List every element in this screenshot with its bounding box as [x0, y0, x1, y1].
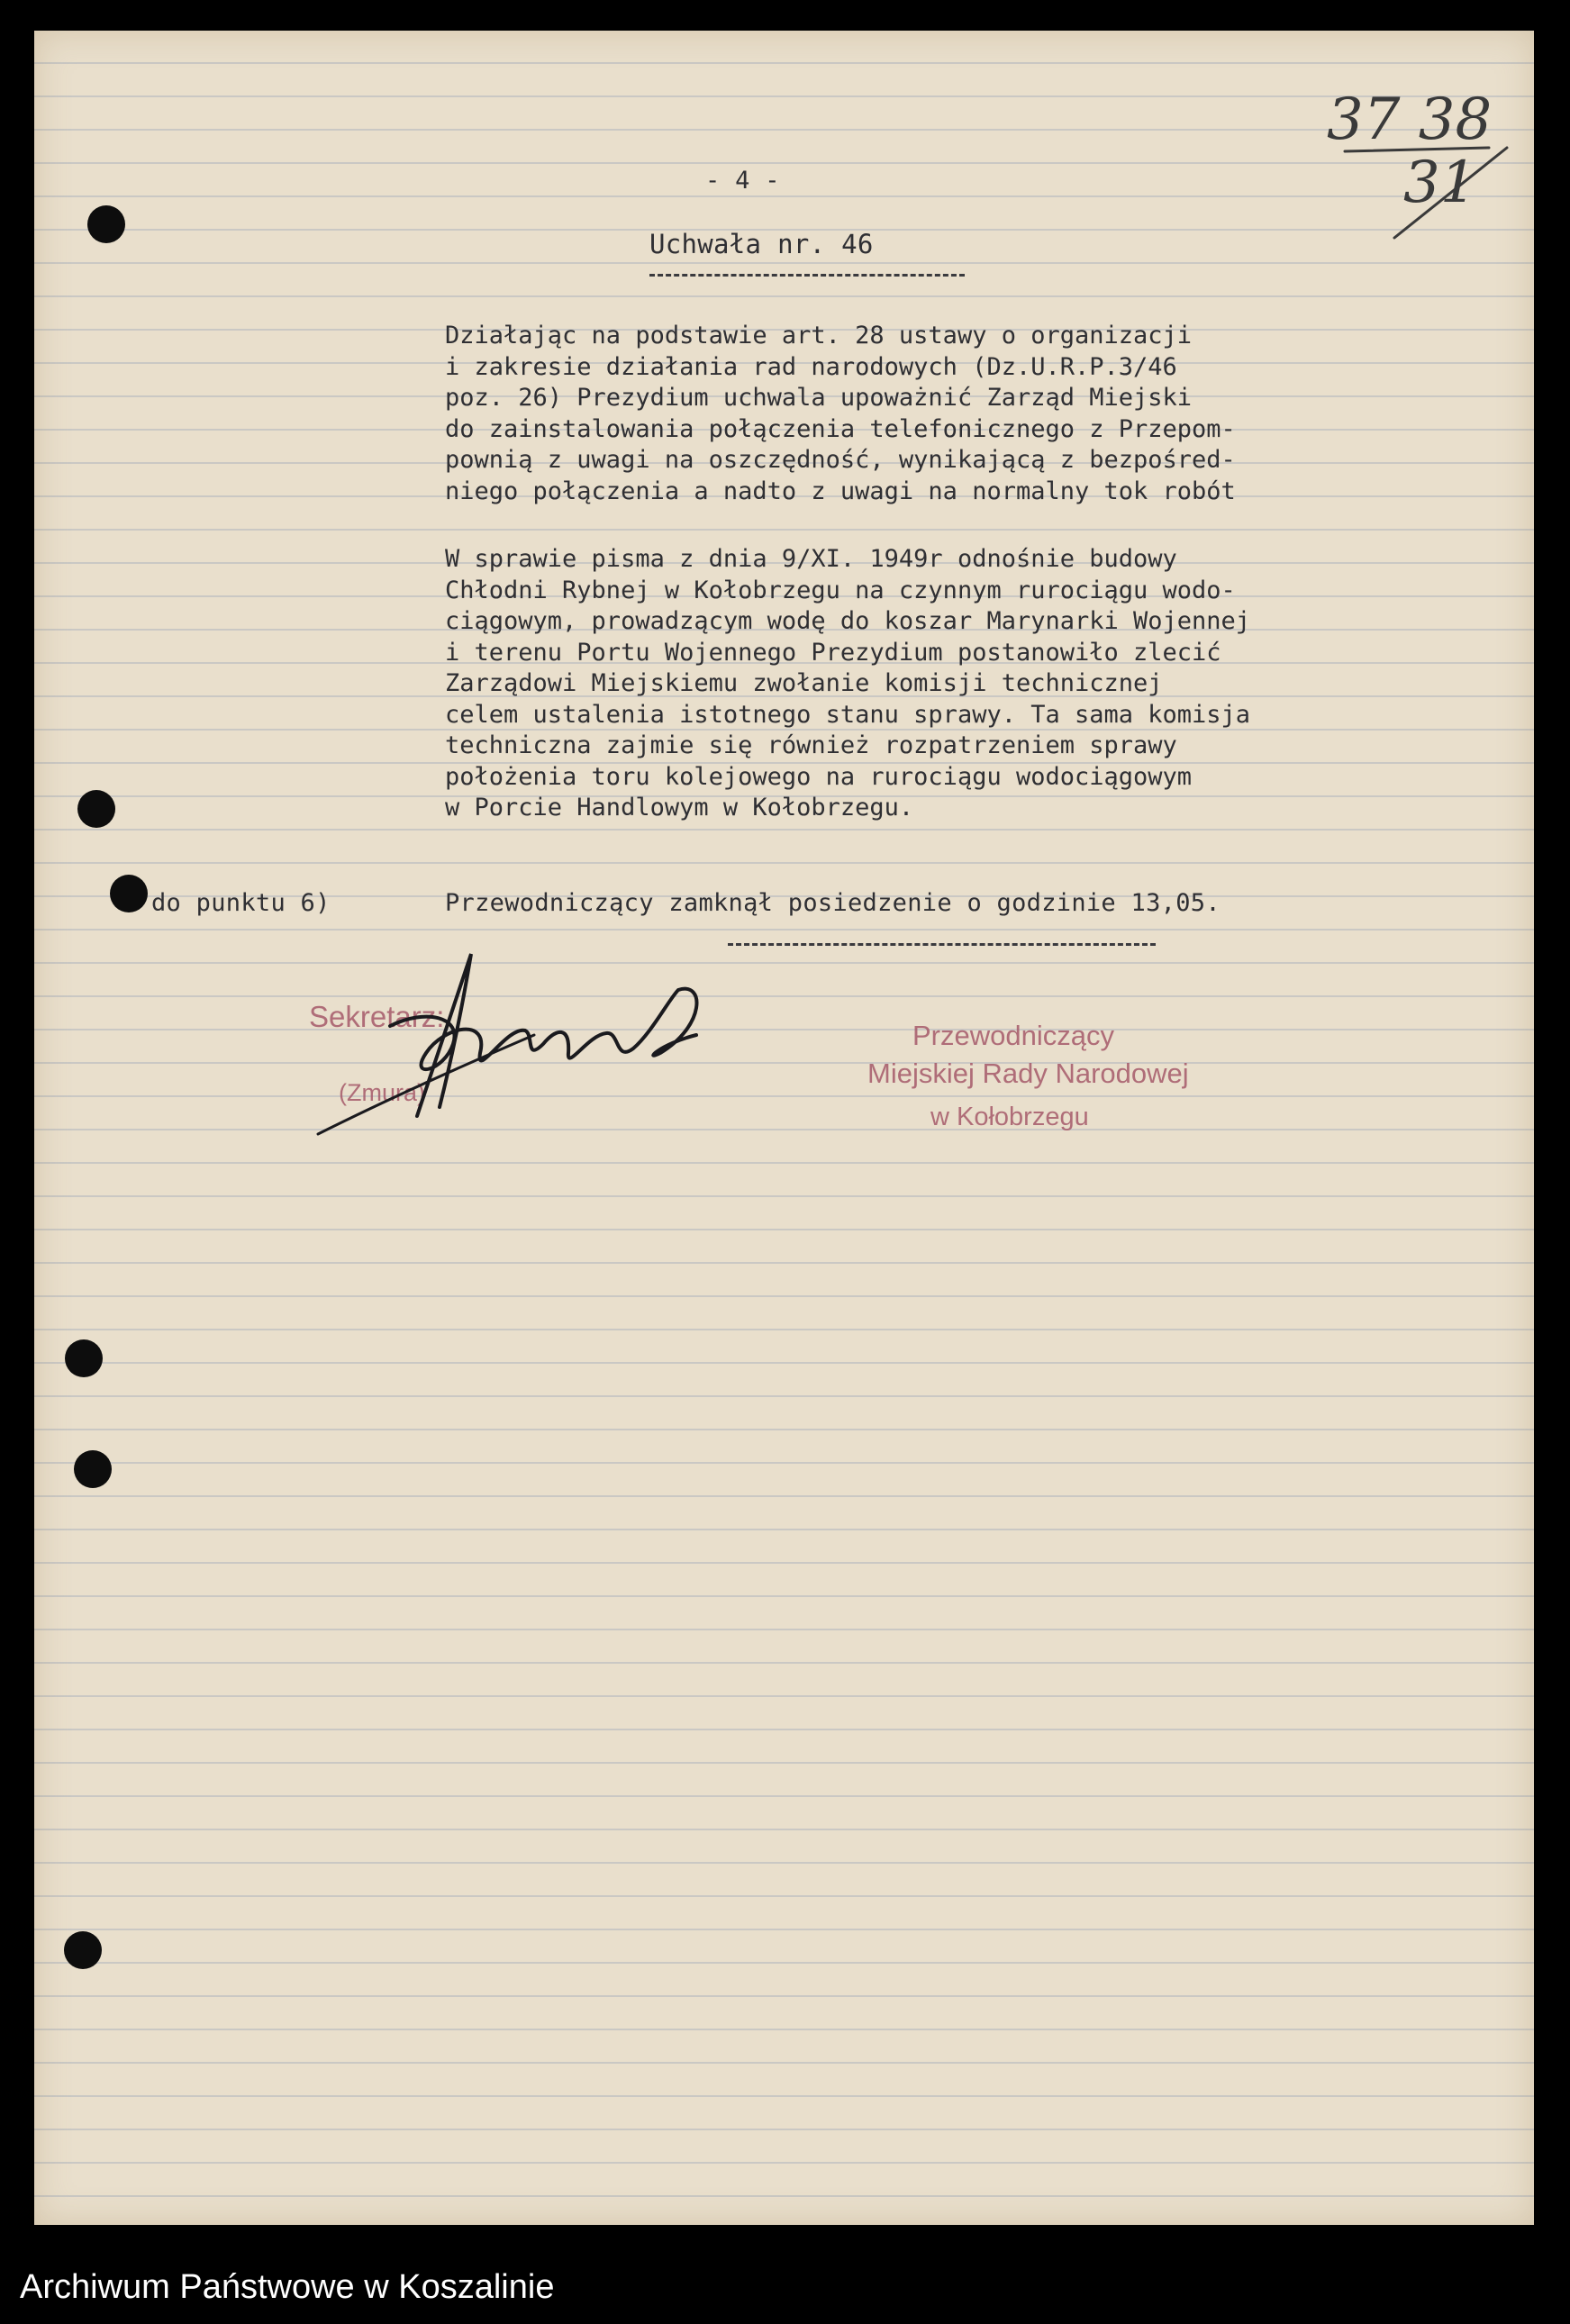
punch-hole [87, 205, 125, 243]
document-page [34, 31, 1534, 2225]
text-line: ciągowym, prowadzącym wodę do koszar Marynarki Wojennej [445, 607, 1251, 635]
text-line: niego połączenia a nadto z uwagi na normalny tok robót [445, 477, 1236, 505]
secretary-stamp-name: (Zmura) [339, 1079, 425, 1106]
text-line: celem ustalenia istotnego stanu sprawy. Ta sama komisja [445, 700, 1251, 729]
text-line: W sprawie pisma z dnia 9/XI. 1949r odnośnie budowy [445, 545, 1177, 573]
text-line: Działając na podstawie art. 28 ustawy o organizacji [445, 322, 1193, 350]
text-line: w Porcie Handlowym w Kołobrzegu. [445, 794, 914, 822]
text-line: i terenu Portu Wojennego Prezydium postanowiło zlecić [445, 638, 1221, 667]
text-line: pownią z uwagi na oszczędność, wynikającą z bezpośred- [445, 446, 1236, 474]
paragraph-1 [445, 321, 1508, 507]
folio-bottom: 31 [1403, 150, 1477, 216]
folio-top: 37 38 [1327, 86, 1493, 153]
text-line: i zakresie działania rad narodowych (Dz.U.R.P.3/46 [445, 352, 1177, 381]
chairman-stamp-line3: w Kołobrzegu [930, 1103, 1089, 1131]
archive-folio-annotation [1309, 58, 1525, 256]
item-label: do punktu 6) [151, 889, 331, 917]
text-line: położenia toru kolejowego na rurociągu wodociągowym [445, 762, 1193, 791]
punch-hole [74, 1450, 112, 1488]
title-underline [649, 274, 965, 277]
text-line: Chłodni Rybnej w Kołobrzegu na czynnym rurociągu wodo- [445, 576, 1236, 604]
text-line: do zainstalowania połączenia telefonicznego z Przepom- [445, 414, 1236, 443]
chairman-stamp-line2: Miejskiej Rady Narodowej [867, 1058, 1189, 1089]
closing-text: Przewodniczący zamknął posiedzenie o godzinie 13,05. [445, 889, 1221, 917]
archive-footer-label: Archiwum Państwowe w Koszalinie [20, 2268, 555, 2306]
page-number: - 4 - [705, 167, 780, 195]
text-line: Zarządowi Miejskiemu zwołanie komisji technicznej [445, 669, 1163, 697]
text-line: poz. 26) Prezydium uchwala upoważnić Zarząd Miejski [445, 384, 1193, 412]
text-line: techniczna zajmie się również rozpatrzeniem sprawy [445, 731, 1177, 759]
closing-divider [728, 943, 1156, 946]
paragraph-2 [445, 544, 1508, 824]
punch-hole [110, 875, 148, 912]
secretary-signature [282, 927, 750, 1143]
punch-hole [77, 790, 115, 828]
chairman-stamp-line1: Przewodniczący [912, 1020, 1114, 1051]
punch-hole [65, 1339, 103, 1377]
resolution-title: Uchwała nr. 46 [649, 229, 874, 259]
secretary-stamp-title: Sekretarz: [309, 1000, 445, 1033]
archive-footer-bar [0, 2252, 1570, 2324]
punch-hole [64, 1931, 102, 1969]
